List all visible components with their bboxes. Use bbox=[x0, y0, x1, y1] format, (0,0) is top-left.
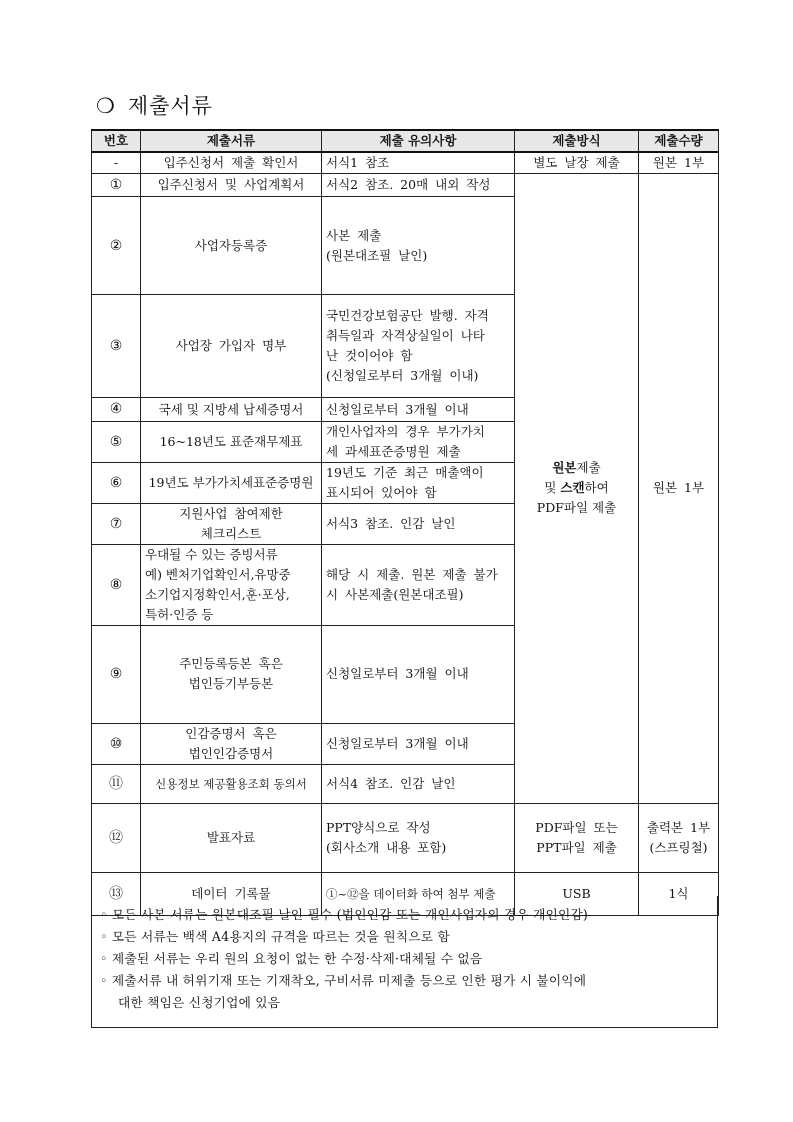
method-bold-original: 원본 bbox=[552, 460, 577, 476]
document-name-line: 법인인감증명서 bbox=[188, 745, 274, 761]
submission-method: 별도 날장 제출 bbox=[515, 152, 639, 174]
row-number: ③ bbox=[92, 295, 141, 398]
method-text: 제출 bbox=[576, 460, 601, 476]
document-name-line: 우대될 수 있는 증빙서류 bbox=[145, 546, 278, 562]
notes-line: 사본 제출 bbox=[326, 227, 382, 243]
document-notes bbox=[322, 544, 515, 625]
row-number: ② bbox=[92, 197, 141, 295]
merged-method-cell bbox=[515, 174, 639, 804]
notes-line: (원본대조필 날인) bbox=[326, 247, 428, 263]
table-row bbox=[92, 152, 719, 174]
document-name bbox=[141, 723, 322, 764]
row-number: ⑥ bbox=[92, 462, 141, 503]
method-text: 하여 bbox=[584, 480, 609, 496]
row-number: ⑩ bbox=[92, 723, 141, 764]
note-item: ◦ 모든 서류는 백색 A4용지의 규격을 따르는 것을 원칙으로 함 bbox=[100, 929, 450, 944]
notes-line: 시 사본제출(원본대조필) bbox=[326, 586, 464, 602]
document-name bbox=[141, 625, 322, 723]
method-line-2 bbox=[519, 478, 634, 498]
document-notes: 신청일로부터 3개월 이내 bbox=[322, 625, 515, 723]
document-notes: 서식2 참조. 20매 내외 작성 bbox=[322, 174, 515, 197]
row-number: ④ bbox=[92, 398, 141, 421]
document-name: 입주신청서 제출 확인서 bbox=[141, 152, 322, 174]
notes-line: PPT양식으로 작성 bbox=[326, 819, 431, 835]
document-notes bbox=[322, 295, 515, 398]
submission-method: USB bbox=[515, 872, 639, 915]
document-name-line: 법인등기부등본 bbox=[188, 676, 274, 692]
notes-line: 19년도 기준 최근 매출액이 bbox=[326, 464, 484, 480]
note-item: ◦ 제출된 서류는 우리 원의 요청이 없는 한 수정·삭제·대체될 수 없음 bbox=[100, 951, 483, 966]
header-document: 제출서류 bbox=[141, 130, 322, 152]
submission-method bbox=[515, 803, 639, 872]
document-name: 사업장 가입자 명부 bbox=[141, 295, 322, 398]
document-notes bbox=[322, 421, 515, 462]
document-name: 입주신청서 및 사업계획서 bbox=[141, 174, 322, 197]
document-notes: 신청일로부터 3개월 이내 bbox=[322, 398, 515, 421]
document-name-line: 체크리스트 bbox=[200, 525, 262, 541]
document-name-line: 특허·인증 등 bbox=[145, 606, 214, 622]
row-number: ⑬ bbox=[92, 872, 141, 915]
document-name bbox=[141, 544, 322, 625]
notes-line: 해당 시 제출. 원본 제출 불가 bbox=[326, 566, 498, 582]
document-name: 발표자료 bbox=[141, 803, 322, 872]
submission-quantity: 원본 1부 bbox=[639, 152, 719, 174]
row-number: ⑧ bbox=[92, 544, 141, 625]
documents-table bbox=[91, 129, 719, 916]
row-number: ⑦ bbox=[92, 503, 141, 544]
row-number: ⑪ bbox=[92, 764, 141, 803]
notes-line: (회사소개 내용 포함) bbox=[326, 839, 447, 855]
document-name bbox=[141, 503, 322, 544]
document-name: 국세 및 지방세 납세증명서 bbox=[141, 398, 322, 421]
document-name: 사업자등록증 bbox=[141, 197, 322, 295]
quantity-line: (스프링철) bbox=[649, 839, 708, 855]
method-bold-scan: 스캔 bbox=[560, 480, 585, 496]
row-number: ⑤ bbox=[92, 421, 141, 462]
notes-line: 취득일과 자격상실일이 나타 bbox=[326, 328, 485, 344]
note-item: ◦ 제출서류 내 허위기재 또는 기재착오, 구비서류 미제출 등으로 인한 평가 시 불이익에 bbox=[100, 973, 587, 988]
document-name-line: 인감증명서 혹은 bbox=[185, 725, 277, 741]
header-quantity: 제출수량 bbox=[639, 130, 719, 152]
notes-line: 세 과세표준증명원 제출 bbox=[326, 443, 461, 459]
table-row bbox=[92, 174, 719, 197]
row-number: - bbox=[92, 152, 141, 174]
notes-line: 난 것이어야 함 bbox=[326, 348, 413, 364]
notes-line: 국민건강보험공단 발행. 자격 bbox=[326, 308, 489, 324]
table-row bbox=[92, 803, 719, 872]
document-notes: 서식4 참조. 인감 날인 bbox=[322, 764, 515, 803]
method-line: PPT파일 제출 bbox=[536, 839, 617, 855]
method-line: PDF파일 또는 bbox=[535, 819, 618, 835]
document-notes bbox=[322, 803, 515, 872]
merged-quantity-cell: 원본 1부 bbox=[639, 174, 719, 804]
document-notes bbox=[322, 197, 515, 295]
document-name-line: 지원사업 참여제한 bbox=[179, 505, 283, 521]
section-title: 제출서류 bbox=[127, 94, 213, 118]
section-heading bbox=[96, 90, 213, 120]
document-name: 신용정보 제공활용조회 동의서 bbox=[141, 764, 322, 803]
quantity-line: 출력본 1부 bbox=[646, 819, 711, 835]
circle-bullet-icon: ❍ bbox=[96, 94, 116, 118]
document-notes bbox=[322, 462, 515, 503]
document-name-line: 소기업지정확인서,훈·포상, bbox=[145, 586, 290, 602]
submission-quantity bbox=[639, 803, 719, 872]
method-text: 및 bbox=[544, 480, 561, 496]
method-line-1 bbox=[519, 458, 634, 478]
document-notes: 서식1 참조 bbox=[322, 152, 515, 174]
row-number: ⑫ bbox=[92, 803, 141, 872]
notes-box bbox=[91, 896, 718, 1028]
document-name-line: 예) 벤처기업확인서,유망중 bbox=[145, 566, 291, 582]
row-number: ⑨ bbox=[92, 625, 141, 723]
submission-quantity: 1식 bbox=[639, 872, 719, 915]
notes-line: (신청일로부터 3개월 이내) bbox=[326, 368, 479, 384]
document-name: 16~18년도 표준재무제표 bbox=[141, 421, 322, 462]
header-method: 제출방식 bbox=[515, 130, 639, 152]
document-notes: 서식3 참조. 인감 날인 bbox=[322, 503, 515, 544]
document-name-line: 주민등록등본 혹은 bbox=[179, 656, 283, 672]
method-line-3: PDF파일 제출 bbox=[536, 500, 617, 516]
note-item-continuation: 대한 책임은 신청기업에 있음 bbox=[118, 995, 281, 1010]
notes-line: 표시되어 있어야 함 bbox=[326, 484, 437, 500]
document-name: 19년도 부가가치세표준증명원 bbox=[141, 462, 322, 503]
document-name: 데이터 기록물 bbox=[141, 872, 322, 915]
row-number: ① bbox=[92, 174, 141, 197]
table-header-row bbox=[92, 130, 719, 152]
header-notes: 제출 유의사항 bbox=[322, 130, 515, 152]
document-notes: ①~⑫을 데이터화 하여 첨부 제출 bbox=[322, 872, 515, 915]
note-item: ◦ 모든 사본 서류는 원본대조필 날인 필수 (법인인감 또는 개인사업자의 경우 개인인감) bbox=[100, 907, 589, 922]
notes-line: 개인사업자의 경우 부가가치 bbox=[326, 423, 485, 439]
document-notes: 신청일로부터 3개월 이내 bbox=[322, 723, 515, 764]
header-no: 번호 bbox=[92, 130, 141, 152]
